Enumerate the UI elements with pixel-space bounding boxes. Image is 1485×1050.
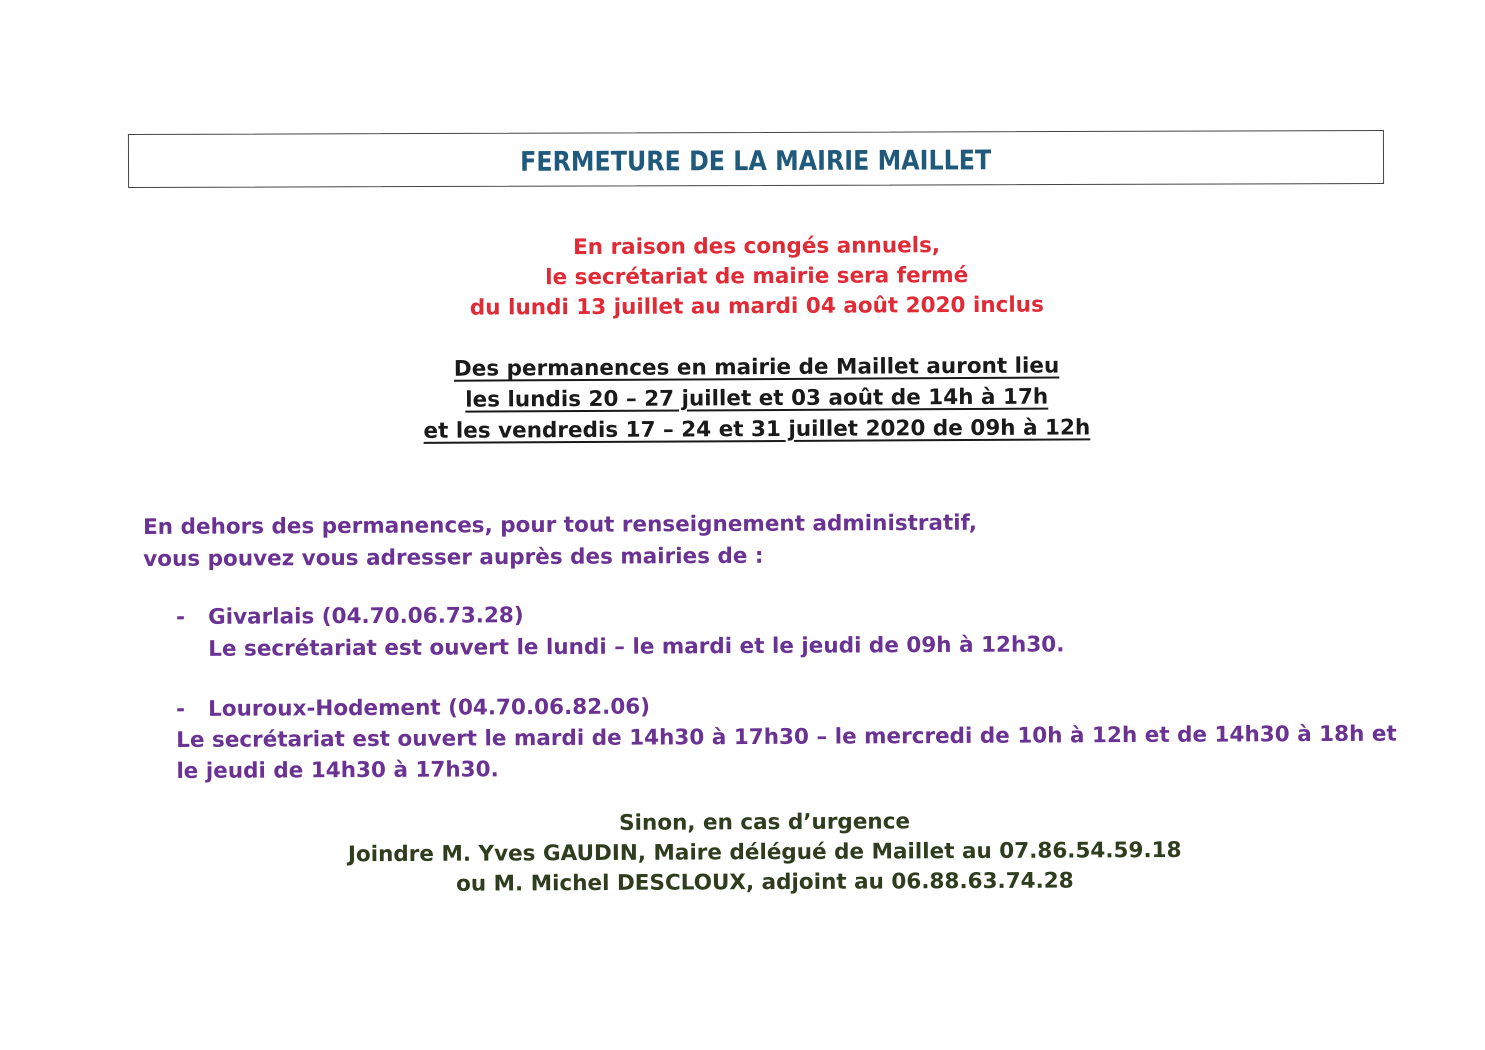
- mairie-louroux-hodement: [176, 688, 1397, 787]
- permanences-line-2: les lundis 20 – 27 juillet et 03 août de 14h à 17h: [465, 384, 1049, 413]
- list-bullet: -: [176, 696, 186, 722]
- outside-line-1: En dehors des permanences, pour tout renseignement administratif,: [143, 510, 978, 540]
- mairie-louroux-name: - Louroux-Hodement (04.70.06.82.06): [176, 688, 1397, 725]
- mairie-givarlais-hours: Le secrétariat est ouvert le lundi – le mardi et le jeudi de 09h à 12h30.: [208, 632, 1065, 662]
- mairie-givarlais: [176, 597, 1064, 666]
- mairie-givarlais-name: - Givarlais (04.70.06.73.28): [176, 597, 1064, 634]
- permanences-notice: [14, 348, 1485, 449]
- permanences-line-3: et les vendredis 17 – 24 et 31 juillet 2020 de 09h à 12h: [423, 415, 1091, 444]
- urgence-contacts: [22, 804, 1485, 902]
- urgence-line-1: Sinon, en cas d’urgence: [619, 809, 911, 836]
- permanences-line-1: Des permanences en mairie de Maillet auront lieu: [453, 353, 1060, 382]
- closure-line-3: du lundi 13 juillet au mardi 04 août 2020 inclus: [469, 292, 1044, 321]
- outside-line-2: vous pouvez vous adresser auprès des mairies de :: [143, 543, 764, 572]
- page-title: FERMETURE DE LA MAIRIE MAILLET: [520, 144, 992, 178]
- list-bullet: -: [176, 604, 186, 630]
- outside-permanences-intro: [143, 508, 977, 576]
- title-box: [128, 130, 1384, 188]
- closure-line-2: le secrétariat de mairie sera fermé: [545, 263, 969, 291]
- mairie-louroux-hours-2: le jeudi de 14h30 à 17h30.: [176, 757, 499, 784]
- closure-line-1: En raison des congés annuels,: [573, 233, 941, 261]
- urgence-line-2: Joindre M. Yves GAUDIN, Maire délégué de Maillet au 07.86.54.59.18: [347, 837, 1182, 868]
- closure-notice: [14, 228, 1485, 326]
- mairie-louroux-hours-1: Le secrétariat est ouvert le mardi de 14h30 à 17h30 – le mercredi de 10h à 12h et de 14h30 à 18h et: [176, 721, 1397, 753]
- urgence-line-3: ou M. Michel DESCLOUX, adjoint au 06.88.63.74.28: [456, 868, 1074, 897]
